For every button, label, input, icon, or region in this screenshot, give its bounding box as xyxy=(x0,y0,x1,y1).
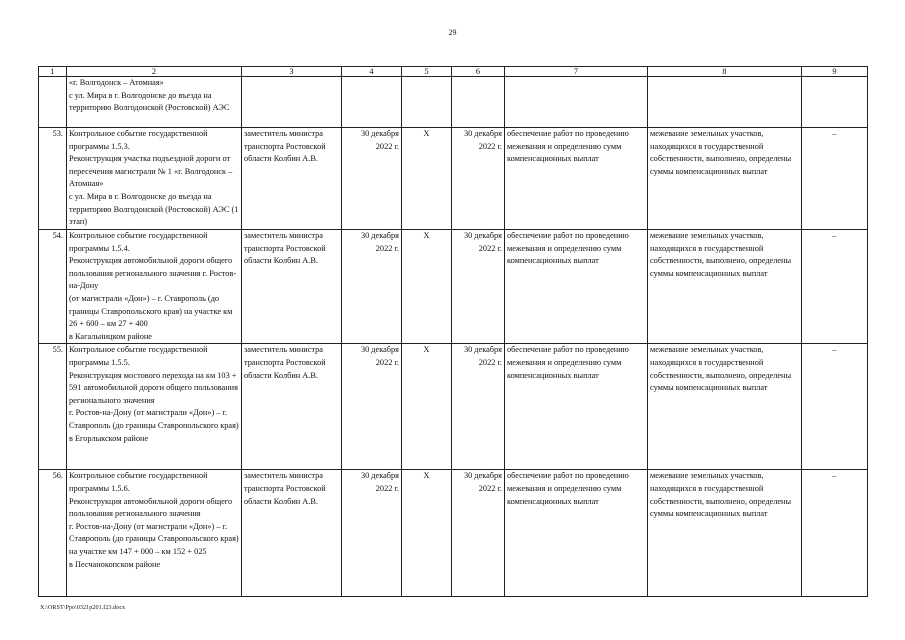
note: – xyxy=(802,344,868,470)
mark: Х xyxy=(402,344,452,470)
column-header: 1 xyxy=(39,67,67,77)
actual-status: межевание земельных участков, находящихся в государственной собственности, выполнено, определены суммы компенсационных выплат xyxy=(648,344,802,470)
result-cell xyxy=(505,77,648,128)
column-header: 4 xyxy=(342,67,402,77)
actual-status: межевание земельных участков, находящихся в государственной собственности, выполнено, определены суммы компенсационных выплат xyxy=(648,230,802,344)
table-row xyxy=(39,344,868,470)
event-description: Контрольное событие государственной программы 1.5.6. Реконструкция автомобильной дороги общего пользования регионального значения г. Ростов-на-Дону (от магистрали «Дон») – г. Ставрополь (до границы Ставропольского края) на участке км 147 + 000 – км 152 + 025 в Песчанокопском районе xyxy=(67,470,242,597)
note: – xyxy=(802,470,868,597)
event-description: Контрольное событие государственной программы 1.5.3. Реконструкция участка подъездной дороги от пересечения магистрали № 1 «г. Волгодонск – Атомная» с ул. Мира в г. Волгодонске до въезда на территорию Волгодонской (Ростовской) АЭС (1 этап) xyxy=(67,128,242,230)
mark-cell xyxy=(402,77,452,128)
note: – xyxy=(802,230,868,344)
column-header: 9 xyxy=(802,67,868,77)
column-number-row xyxy=(39,67,868,77)
plan-table xyxy=(38,66,868,597)
planned-date: 30 декабря 2022 г. xyxy=(342,470,402,597)
column-header: 8 xyxy=(648,67,802,77)
column-header: 5 xyxy=(402,67,452,77)
column-header: 6 xyxy=(452,67,505,77)
actual-status: межевание земельных участков, находящихся в государственной собственности, выполнено, определены суммы компенсационных выплат xyxy=(648,128,802,230)
planned-date: 30 декабря 2022 г. xyxy=(342,344,402,470)
column-header: 2 xyxy=(67,67,242,77)
column-header: 3 xyxy=(242,67,342,77)
actual-date: 30 декабря 2022 г. xyxy=(452,470,505,597)
mark: Х xyxy=(402,230,452,344)
event-description: Контрольное событие государственной программы 1.5.5. Реконструкция мостового перехода на км 103 + 591 автомобильной дороги общего пользования регионального значения г. Ростов-на-Дону (от магистрали «Дон») – г. Ставрополь (до границы Ставропольского края) в Егорлыкском районе xyxy=(67,344,242,470)
expected-result: обеспечение работ по проведению межевания и определению сумм компенсационных выплат xyxy=(505,128,648,230)
continuation-row xyxy=(39,77,868,128)
actual-date: 30 декабря 2022 г. xyxy=(452,344,505,470)
event-description: Контрольное событие государственной программы 1.5.4. Реконструкция автомобильной дороги общего пользования регионального значения г. Ростов-на-Дону (от магистрали «Дон») – г. Ставрополь (до границы Ставропольского края) на участке км 26 + 600 – км 27 + 400 в Кагальницком районе xyxy=(67,230,242,344)
column-header: 7 xyxy=(505,67,648,77)
row-number: 53. xyxy=(39,128,67,230)
status-cell xyxy=(648,77,802,128)
row-number-cell xyxy=(39,77,67,128)
actual-date: 30 декабря 2022 г. xyxy=(452,230,505,344)
responsible: заместитель министра транспорта Ростовской области Колбин А.В. xyxy=(242,230,342,344)
mark: Х xyxy=(402,128,452,230)
mark: Х xyxy=(402,470,452,597)
actual-date-cell xyxy=(452,77,505,128)
table-row xyxy=(39,230,868,344)
expected-result: обеспечение работ по проведению межевания и определению сумм компенсационных выплат xyxy=(505,230,648,344)
actual-date: 30 декабря 2022 г. xyxy=(452,128,505,230)
responsible: заместитель министра транспорта Ростовской области Колбин А.В. xyxy=(242,344,342,470)
note-cell xyxy=(802,77,868,128)
table-row xyxy=(39,128,868,230)
planned-date: 30 декабря 2022 г. xyxy=(342,128,402,230)
row-number: 55. xyxy=(39,344,67,470)
responsible: заместитель министра транспорта Ростовской области Колбин А.В. xyxy=(242,470,342,597)
row-number: 56. xyxy=(39,470,67,597)
planned-date-cell xyxy=(342,77,402,128)
event-description: «г. Волгодонск – Атомная» с ул. Мира в г. Волгодонске до въезда на территорию Волгодонской (Ростовской) АЭС xyxy=(67,77,242,128)
planned-date: 30 декабря 2022 г. xyxy=(342,230,402,344)
note: – xyxy=(802,128,868,230)
expected-result: обеспечение работ по проведению межевания и определению сумм компенсационных выплат xyxy=(505,344,648,470)
table-row xyxy=(39,470,868,597)
responsible-cell xyxy=(242,77,342,128)
page-number: 29 xyxy=(448,28,457,37)
document-file-path: X:\ORST\Ppo\0321p201.f23.docx xyxy=(40,605,126,611)
row-number: 54. xyxy=(39,230,67,344)
responsible: заместитель министра транспорта Ростовской области Колбин А.В. xyxy=(242,128,342,230)
expected-result: обеспечение работ по проведению межевания и определению сумм компенсационных выплат xyxy=(505,470,648,597)
actual-status: межевание земельных участков, находящихся в государственной собственности, выполнено, определены суммы компенсационных выплат xyxy=(648,470,802,597)
